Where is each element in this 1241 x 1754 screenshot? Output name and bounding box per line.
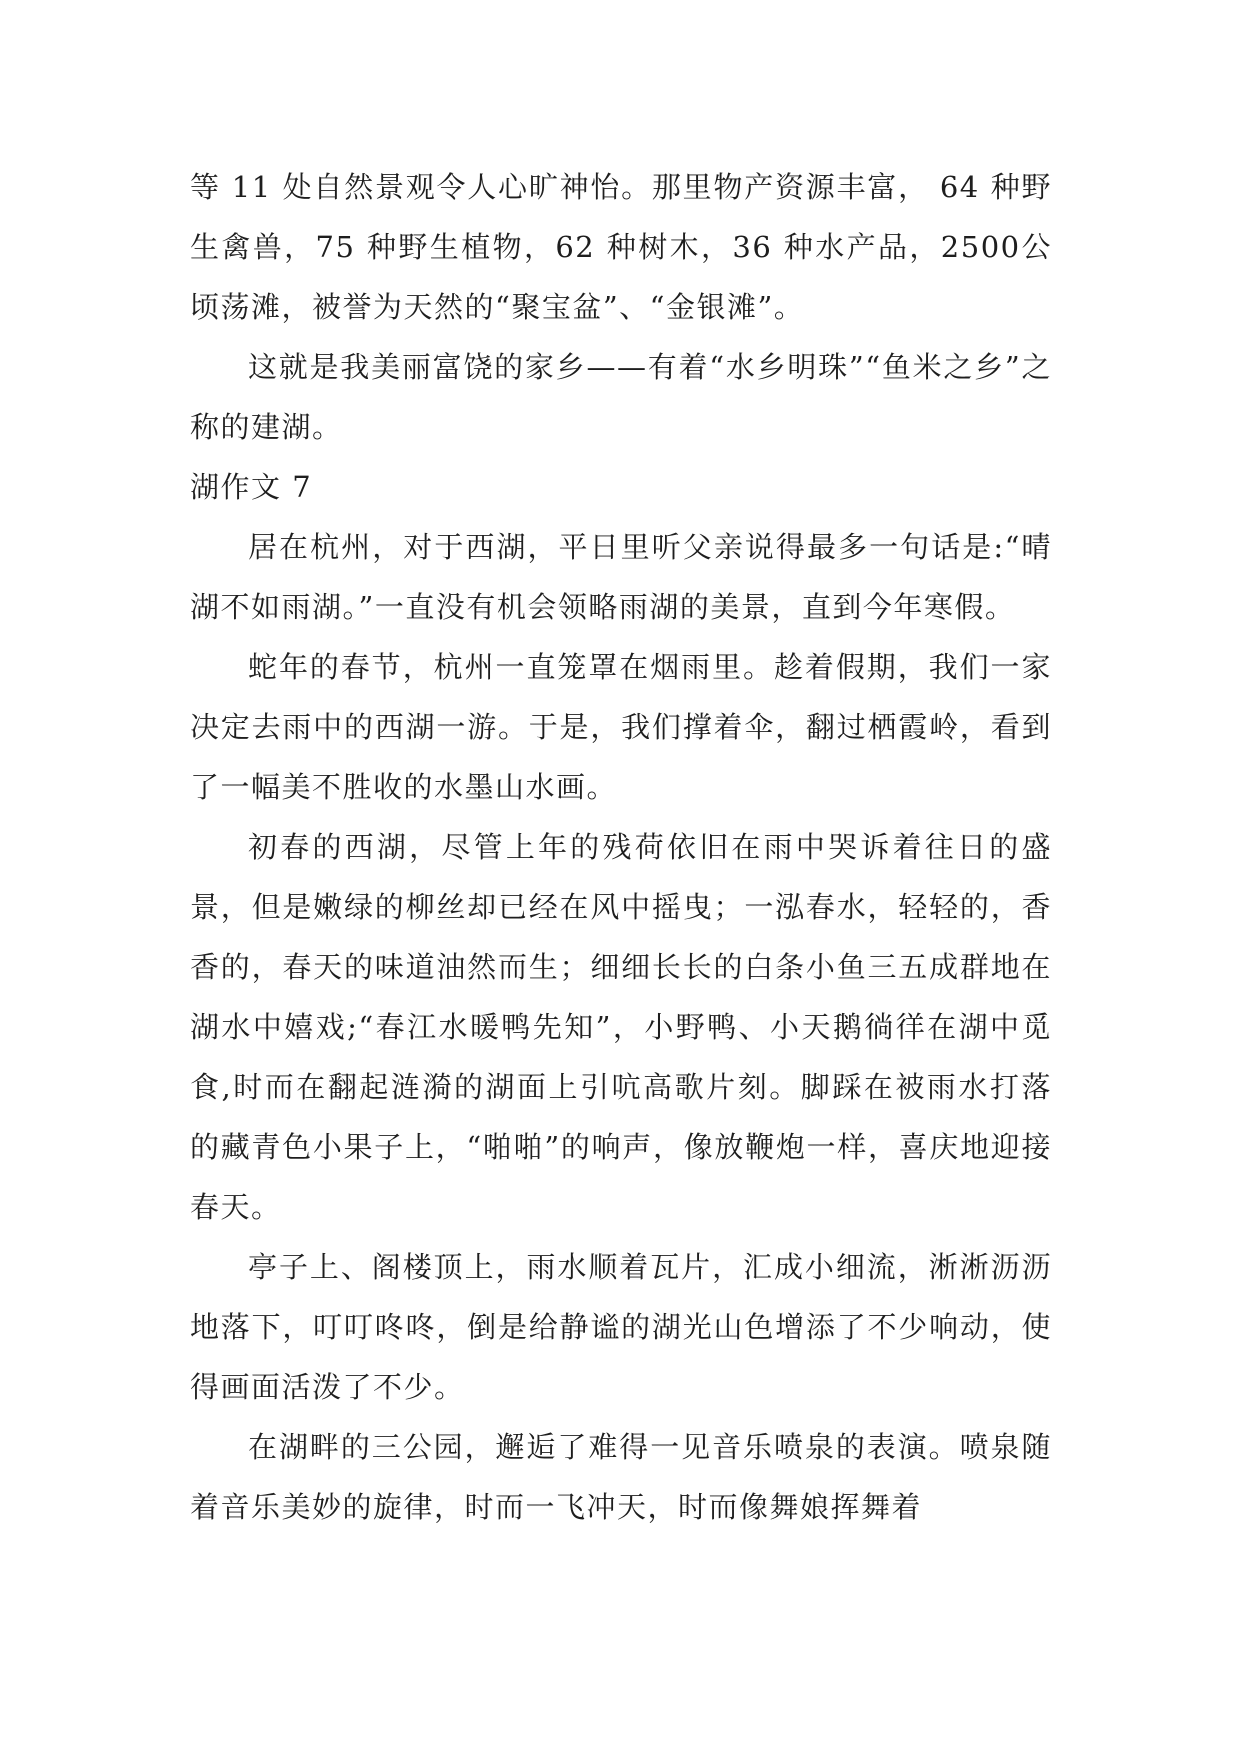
document-body: [190, 157, 1052, 1537]
paragraph-spring-festival-trip: 蛇年的春节，杭州一直笼罩在烟雨里。趁着假期，我们一家决定去雨中的西湖一游。于是，我们撑着伞，翻过栖霞岭，看到了一幅美不胜收的水墨山水画。: [190, 650, 1052, 804]
paragraph-natural-resources: 等 11 处自然景观令人心旷神怡。那里物产资源丰富， 64 种野生禽兽，75 种野生植物，62 种树木，36 种水产品，2500公顷荡滩，被誉为天然的“聚宝盆”、“金银滩”。: [190, 170, 1052, 324]
paragraph-hangzhou-west-lake: 居在杭州，对于西湖，平日里听父亲说得最多一句话是:“晴湖不如雨湖。”一直没有机会领略雨湖的美景，直到今年寒假。: [190, 530, 1052, 624]
essay-heading: 湖作文 7: [190, 470, 313, 504]
paragraph-early-spring-scenery: 初春的西湖，尽管上年的残荷依旧在雨中哭诉着往日的盛景，但是嫩绿的柳丝却已经在风中摇曳；一泓春水，轻轻的，香香的，春天的味道油然而生；细细长长的白条小鱼三五成群地在湖水中嬉戏;“春江水暖鸭先知”，小野鸭、小天鹅徜徉在湖中觅食,时而在翻起涟漪的湖面上引吭高歌片刻。脚踩在被雨水打落的藏青色小果子上，“啪啪”的响声，像放鞭炮一样，喜庆地迎接春天。: [190, 830, 1052, 1224]
paragraph-music-fountain: 在湖畔的三公园，邂逅了难得一见音乐喷泉的表演。喷泉随着音乐美妙的旋律，时而一飞冲天，时而像舞娘挥舞着: [190, 1430, 1052, 1524]
paragraph-pavilion-rain: 亭子上、阁楼顶上，雨水顺着瓦片，汇成小细流，淅淅沥沥地落下，叮叮咚咚，倒是给静谧的湖光山色增添了不少响动，使得画面活泼了不少。: [190, 1250, 1052, 1404]
paragraph-hometown-jianhu: 这就是我美丽富饶的家乡——有着“水乡明珠”“鱼米之乡”之称的建湖。: [190, 350, 1052, 444]
